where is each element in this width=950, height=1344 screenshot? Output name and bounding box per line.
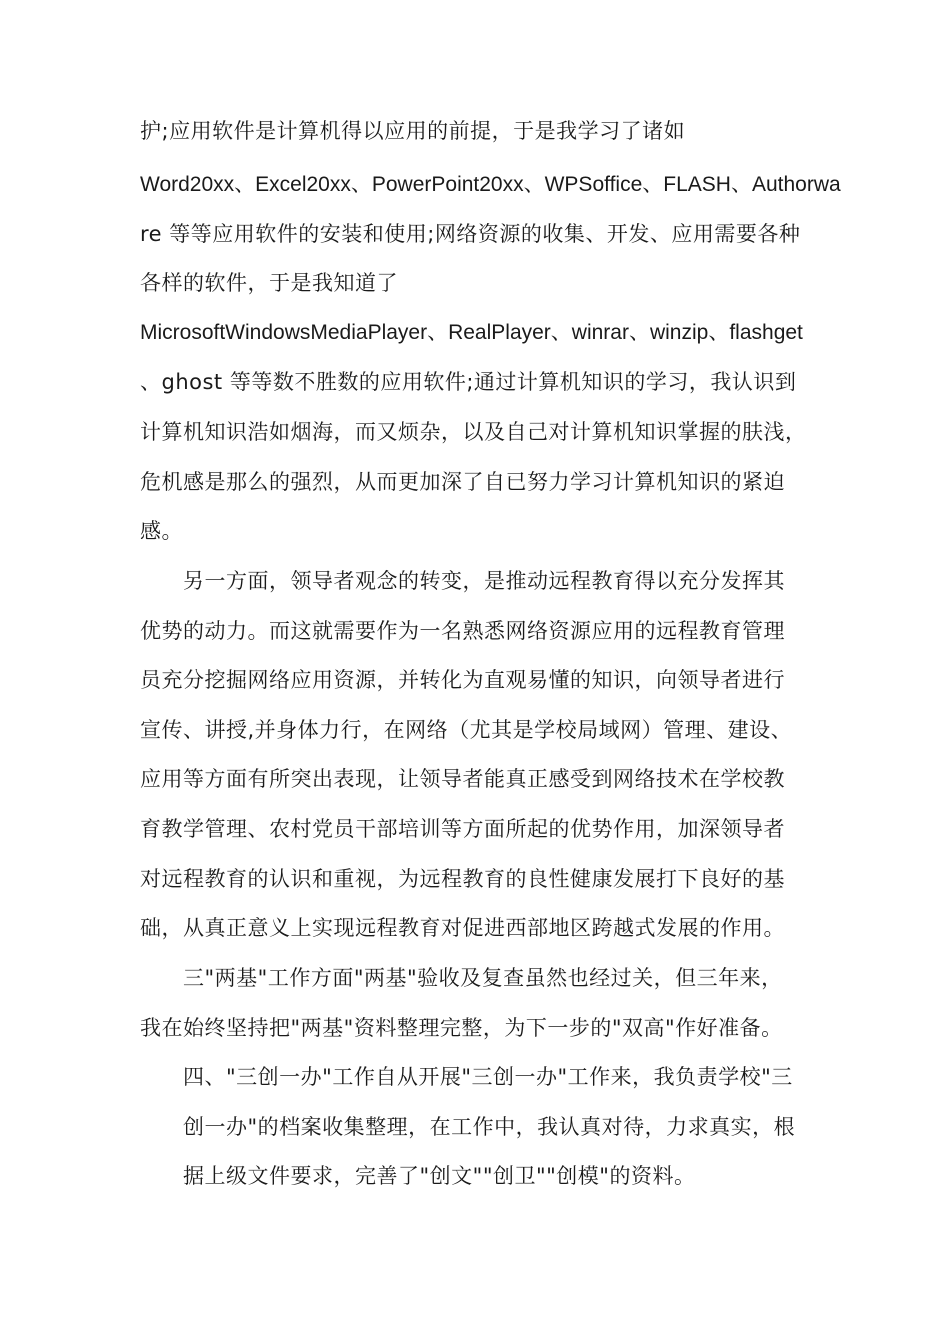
text-line: 础，从真正意义上实现远程教育对促进西部地区跨越式发展的作用。 xyxy=(140,916,785,940)
text-line: 对远程教育的认识和重视，为远程教育的良性健康发展打下良好的基 xyxy=(140,867,785,891)
text-line: Word20xx、Excel20xx、PowerPoint20xx、WPSoffice、FLASH、Authorwa xyxy=(140,173,841,196)
text-line: 护;应用软件是计算机得以应用的前提，于是我学习了诸如 xyxy=(140,119,686,143)
text-line: 创一办"的档案收集整理，在工作中，我认真对待，力求真实，根 xyxy=(183,1115,796,1139)
text-line: 员充分挖掘网络应用资源，并转化为直观易懂的知识，向领导者进行 xyxy=(140,668,785,692)
text-line: MicrosoftWindowsMediaPlayer、RealPlayer、winrar、winzip、flashget xyxy=(140,321,803,344)
text-line: 另一方面，领导者观念的转变，是推动远程教育得以充分发挥其 xyxy=(183,569,785,593)
text-line: 据上级文件要求，完善了"创文""创卫""创模"的资料。 xyxy=(183,1164,696,1188)
text-line: 三"两基"工作方面"两基"验收及复查虽然也经过关，但三年来， xyxy=(183,966,783,990)
text-line: 危机感是那么的强烈，从而更加深了自已努力学习计算机知识的紧迫 xyxy=(140,470,785,494)
text-line: 育教学管理、农村党员干部培训等方面所起的优势作用，加深领导者 xyxy=(140,817,785,841)
text-line: 、ghost 等等数不胜数的应用软件;通过计算机知识的学习，我认识到 xyxy=(140,370,797,394)
text-line: 我在始终坚持把"两基"资料整理完整，为下一步的"双高"作好准备。 xyxy=(140,1016,783,1040)
text-line: 应用等方面有所突出表现，让领导者能真正感受到网络技术在学校教 xyxy=(140,767,785,791)
text-line: 优势的动力。而这就需要作为一名熟悉网络资源应用的远程教育管理 xyxy=(140,619,785,643)
text-line: re 等等应用软件的安装和使用;网络资源的收集、开发、应用需要各种 xyxy=(140,222,801,246)
text-line: 各样的软件，于是我知道了 xyxy=(140,271,398,295)
text-line: 宣传、讲授,并身体力行，在网络（尤其是学校局域网）管理、建设、 xyxy=(140,718,793,742)
text-line: 感。 xyxy=(140,519,183,543)
text-line: 四、"三创一办"工作自从开展"三创一办"工作来，我负责学校"三 xyxy=(183,1065,793,1089)
text-line: 计算机知识浩如烟海，而又烦杂，以及自己对计算机知识掌握的肤浅， xyxy=(140,420,807,444)
